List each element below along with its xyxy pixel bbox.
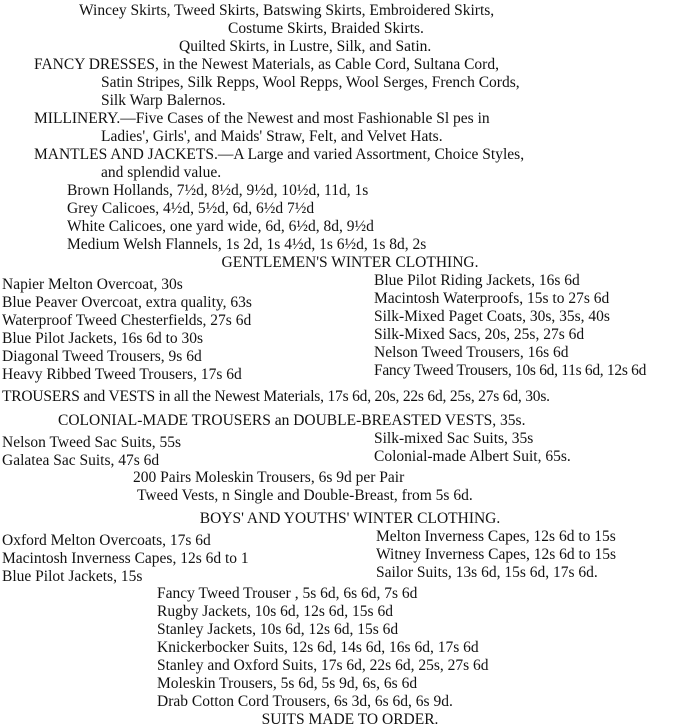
tweed-vests-line: Tweed Vests, n Single and Double-Breast, from 5s 6d. <box>137 487 473 504</box>
gentlemen-right-item: Macintosh Waterproofs, 15s to 27s 6d <box>374 290 610 307</box>
colonial-made-line: COLONIAL-MADE TROUSERS an DOUBLE-BREASTED VESTS, 35s. <box>58 412 526 429</box>
suit-left-item: Nelson Tweed Sac Suits, 55s <box>2 434 182 451</box>
boys-list-item: Moleskin Trousers, 5s 6d, 5s 9d, 6s, 6s 6d <box>157 675 418 692</box>
fancy-dresses-line-2: Satin Stripes, Silk Repps, Wool Repps, Wool Serges, French Cords, <box>101 74 520 91</box>
gentlemen-right-item: Blue Pilot Riding Jackets, 16s 6d <box>374 272 580 289</box>
price-line: Medium Welsh Flannels, 1s 2d, 1s 4½d, 1s 6½d, 1s 8d, 2s <box>67 236 427 253</box>
boys-list-item: Rugby Jackets, 10s 6d, 12s 6d, 15s 6d <box>157 603 393 620</box>
gentlemen-right-item: Nelson Tweed Trousers, 16s 6d <box>374 344 569 361</box>
gentlemen-right-item: Silk-Mixed Paget Coats, 30s, 35s, 40s <box>374 308 610 325</box>
gentlemen-heading: GENTLEMEN'S WINTER CLOTHING. <box>221 254 479 271</box>
fancy-dresses-line-3: Silk Warp Balernos. <box>101 92 226 109</box>
made-to-order-line: SUITS MADE TO ORDER. <box>261 711 439 728</box>
gentlemen-left-item: Waterproof Tweed Chesterfields, 27s 6d <box>2 312 252 329</box>
boys-right-item: Sailor Suits, 13s 6d, 15s 6d, 17s 6d. <box>376 564 598 581</box>
skirts-line-1: Wincey Skirts, Tweed Skirts, Batswing Skirts, Embroidered Skirts, <box>79 2 495 19</box>
moleskin-offer-line: 200 Pairs Moleskin Trousers, 6s 9d per Pair <box>133 469 405 486</box>
boys-left-item: Macintosh Inverness Capes, 12s 6d to 1 <box>2 550 249 567</box>
suit-left-item: Galatea Sac Suits, 47s 6d <box>2 452 160 469</box>
suit-right-item: Colonial-made Albert Suit, 65s. <box>374 448 571 465</box>
mantles-line-2: and splendid value. <box>101 164 222 181</box>
price-line: Grey Calicoes, 4½d, 5½d, 6d, 6½d 7½d <box>67 200 315 217</box>
boys-list-item: Stanley and Oxford Suits, 17s 6d, 22s 6d, 25s, 27s 6d <box>157 657 489 674</box>
gentlemen-left-item: Heavy Ribbed Tweed Trousers, 17s 6d <box>2 366 242 383</box>
boys-list-item: Stanley Jackets, 10s 6d, 12s 6d, 15s 6d <box>157 621 399 638</box>
gentlemen-right-item: Silk-Mixed Sacs, 20s, 25s, 27s 6d <box>374 326 585 343</box>
gentlemen-left-item: Napier Melton Overcoat, 30s <box>2 276 183 293</box>
fancy-dresses-line-1: FANCY DRESSES, in the Newest Materials, as Cable Cord, Sultana Cord, <box>34 56 499 73</box>
millinery-line-1: MILLINERY.—Five Cases of the Newest and most Fashionable Sl pes in <box>34 110 490 127</box>
mantles-line-1: MANTLES AND JACKETS.—A Large and varied Assortment, Choice Styles, <box>34 146 525 163</box>
gentlemen-left-item: Blue Pilot Jackets, 16s 6d to 30s <box>2 330 204 347</box>
boys-right-item: Melton Inverness Capes, 12s 6d to 15s <box>376 528 616 545</box>
boys-left-item: Blue Pilot Jackets, 15s <box>2 568 143 585</box>
skirts-line-2: Costume Skirts, Braided Skirts. <box>228 20 424 37</box>
gentlemen-left-item: Blue Peaver Overcoat, extra quality, 63s <box>2 294 252 311</box>
millinery-line-2: Ladies', Girls', and Maids' Straw, Felt, and Velvet Hats. <box>101 128 443 145</box>
boys-list-item: Knickerbocker Suits, 12s 6d, 14s 6d, 16s 6d, 17s 6d <box>157 639 479 656</box>
price-line: White Calicoes, one yard wide, 6d, 6½d, 8d, 9½d <box>67 218 374 235</box>
gentlemen-left-item: Diagonal Tweed Trousers, 9s 6d <box>2 348 202 365</box>
trousers-vests-line: TROUSERS and VESTS in all the Newest Materials, 17s 6d, 20s, 22s 6d, 25s, 27s 6d, 30s. <box>2 388 550 405</box>
boys-list-item: Fancy Tweed Trouser , 5s 6d, 6s 6d, 7s 6d <box>157 585 418 602</box>
skirts-line-3: Quilted Skirts, in Lustre, Silk, and Satin. <box>179 38 432 55</box>
boys-right-item: Witney Inverness Capes, 12s 6d to 15s <box>376 546 617 563</box>
boys-list-item: Drab Cotton Cord Trousers, 6s 3d, 6s 6d, 6s 9d. <box>157 693 453 710</box>
suit-right-item: Silk-mixed Sac Suits, 35s <box>374 430 534 447</box>
boys-heading: BOYS' AND YOUTHS' WINTER CLOTHING. <box>199 510 501 527</box>
gentlemen-right-item: Fancy Tweed Trousers, 10s 6d, 11s 6d, 12s 6d <box>374 362 647 379</box>
price-line: Brown Hollands, 7½d, 8½d, 9½d, 10½d, 11d, 1s <box>67 182 369 199</box>
boys-left-item: Oxford Melton Overcoats, 17s 6d <box>2 532 211 549</box>
